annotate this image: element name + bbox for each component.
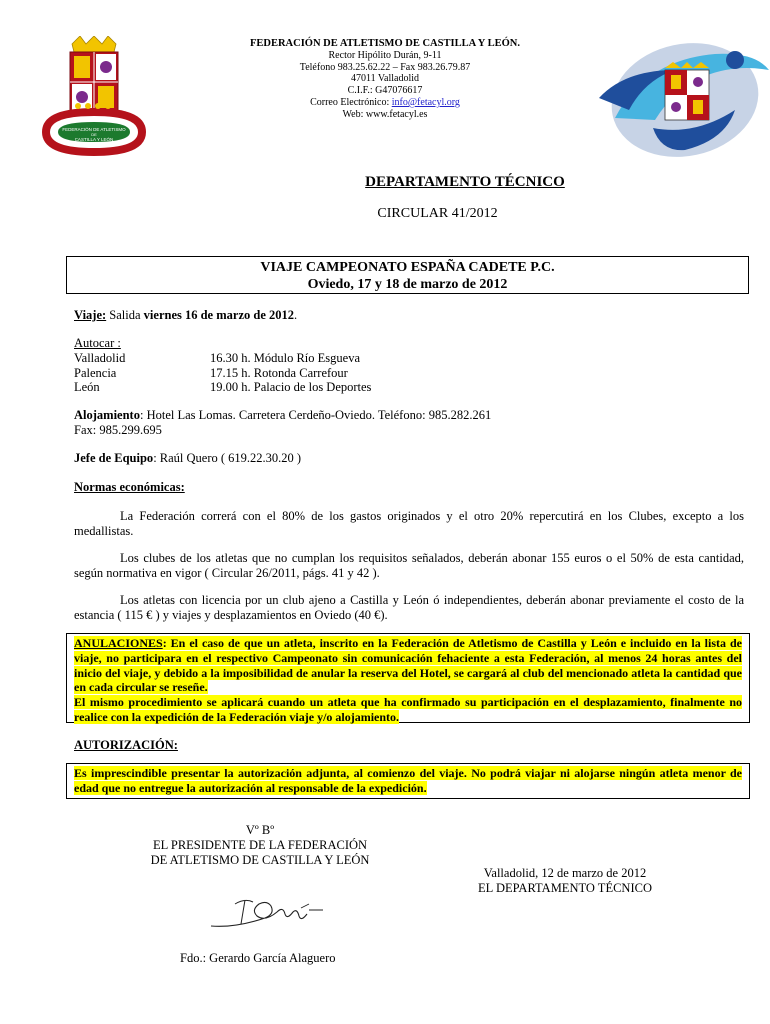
- title-line1: VIAJE CAMPEONATO ESPAÑA CADETE P.C.: [260, 260, 555, 275]
- bus-stop-detail: 19.00 h. Palacio de los Deportes: [210, 380, 372, 395]
- bus-stop: [74, 380, 754, 395]
- bus-section: [74, 336, 754, 395]
- lodging-section: [74, 408, 754, 438]
- lodging-label: Alojamiento: [74, 408, 140, 422]
- logo-text-line2: DE: [91, 132, 97, 137]
- team-lead-label: Jefe de Equipo: [74, 451, 154, 465]
- cancellations-text-1: : En el caso de que un atleta, inscrito en la Federación de Atletismo de Castilla y León e incluido en la lista de viaje, no participara en el respectivo Campeonato sin comunicación fehaciente a esta Federación, al menos 24 horas antes del inicio del viaje, y debido a la imposibilidad de anular la reserva del Hotel, se cargará al club del mencionado atleta la cantidad que en cada circular se reseñe.: [74, 636, 742, 695]
- federation-name: FEDERACIÓN DE ATLETISMO DE CASTILLA Y LEÓN.: [249, 38, 521, 49]
- president-line1: EL PRESIDENTE DE LA FEDERACIÓN: [152, 838, 368, 852]
- logo-text-line1: FEDERACIÓN DE ATLETISMO: [62, 127, 126, 132]
- economic-paragraph-2: Los clubes de los atletas que no cumplan los requisitos señalados, deberán abonar 155 euros o el 50% de esta cantidad, según normativa en vigor ( Circular 26/2011, págs. 41 y 42 ).: [74, 551, 744, 580]
- bus-stop-city: León: [74, 380, 100, 395]
- web: Web: www.fetacyl.es: [342, 108, 428, 120]
- trip-label: Viaje:: [74, 308, 107, 322]
- bus-label: Autocar :: [74, 336, 121, 350]
- cancellations-text-2: El mismo procedimiento se aplicará cuando un atleta que ha confirmado su participación en el desplazamiento, finalmente no realice con la expedición de la Federación viaje y/o alojamiento.: [74, 695, 742, 724]
- lodging-fax: Fax: 985.299.695: [74, 422, 162, 437]
- bus-stop-city: Palencia: [74, 365, 117, 380]
- postal-code: 47011 Valladolid: [350, 73, 420, 85]
- team-lead-text: : Raúl Quero ( 619.22.30.20 ): [153, 451, 302, 465]
- email-link[interactable]: info@fetacyl.org: [391, 96, 460, 108]
- team-lead-line: [74, 451, 754, 466]
- signoff-date: Valladolid, 12 de marzo de 2012: [483, 866, 647, 880]
- letterhead: [200, 38, 570, 121]
- vb-mark: Vº Bº: [245, 823, 275, 837]
- authorization-text: Es imprescindible presentar la autorización adjunta, al comienzo del viaje. No podrá viajar ni alojarse ningún atleta menor de edad que no entregue la autorización al responsable de la expedición.: [74, 766, 742, 795]
- trip-text-post: .: [294, 308, 298, 322]
- title-box: [66, 256, 749, 294]
- bus-stop: [74, 351, 754, 366]
- economic-heading: Normas económicas:: [74, 480, 185, 494]
- signatory-name: Fdo.: Gerardo García Alaguero: [180, 951, 336, 965]
- cif: C.I.F.: G47076617: [347, 85, 423, 97]
- handwritten-signature: [205, 892, 325, 936]
- title-line2: Oviedo, 17 y 18 de marzo de 2012: [307, 277, 508, 292]
- email-line: [200, 97, 570, 109]
- bus-stop: [74, 366, 754, 381]
- circular-number: CIRCULAR 41/2012: [377, 206, 498, 221]
- runner-logo: [585, 40, 770, 160]
- department-heading: DEPARTAMENTO TÉCNICO: [365, 174, 565, 190]
- lodging-text: : Hotel Las Lomas. Carretera Cerdeño-Oviedo. Teléfono: 985.282.261: [139, 408, 492, 422]
- phone-fax: Teléfono 983.25.62.22 – Fax 983.26.79.87: [299, 61, 471, 73]
- logo-text-line3: CASTILLA Y LEÓN: [74, 137, 114, 142]
- economic-paragraph-1: La Federación correrá con el 80% de los gastos originados y el otro 20% repercutirá en los Clubes, excepto a los medallistas.: [74, 509, 744, 538]
- cancellations-box: [66, 633, 750, 723]
- federation-logo: [34, 36, 154, 158]
- cancellations-label: ANULACIONES: [74, 636, 163, 650]
- bus-stop-detail: 16.30 h. Módulo Río Esgueva: [210, 350, 360, 365]
- email-label: Correo Electrónico:: [310, 96, 392, 108]
- bus-stop-detail: 17.15 h. Rotonda Carrefour: [210, 365, 348, 380]
- trip-line: [74, 308, 754, 323]
- department-signoff: [460, 866, 670, 896]
- economic-paragraph-3: Los atletas con licencia por un club ajeno a Castilla y León ó independientes, deberán abonar previamente el costo de la estancia ( 115 € ) y viajes y desplazamientos en Oviedo (40 €).: [74, 593, 744, 622]
- bus-stop-city: Valladolid: [74, 350, 126, 365]
- signoff-department: EL DEPARTAMENTO TÉCNICO: [478, 881, 652, 895]
- trip-text-pre: Salida: [106, 308, 144, 322]
- president-block: [120, 823, 400, 868]
- president-line2: DE ATLETISMO DE CASTILLA Y LEÓN: [150, 853, 370, 867]
- address: Rector Hipólito Durán, 9-11: [328, 49, 442, 61]
- trip-date: viernes 16 de marzo de 2012: [143, 308, 294, 322]
- authorization-heading: AUTORIZACIÓN:: [74, 738, 178, 752]
- authorization-box: [66, 763, 750, 799]
